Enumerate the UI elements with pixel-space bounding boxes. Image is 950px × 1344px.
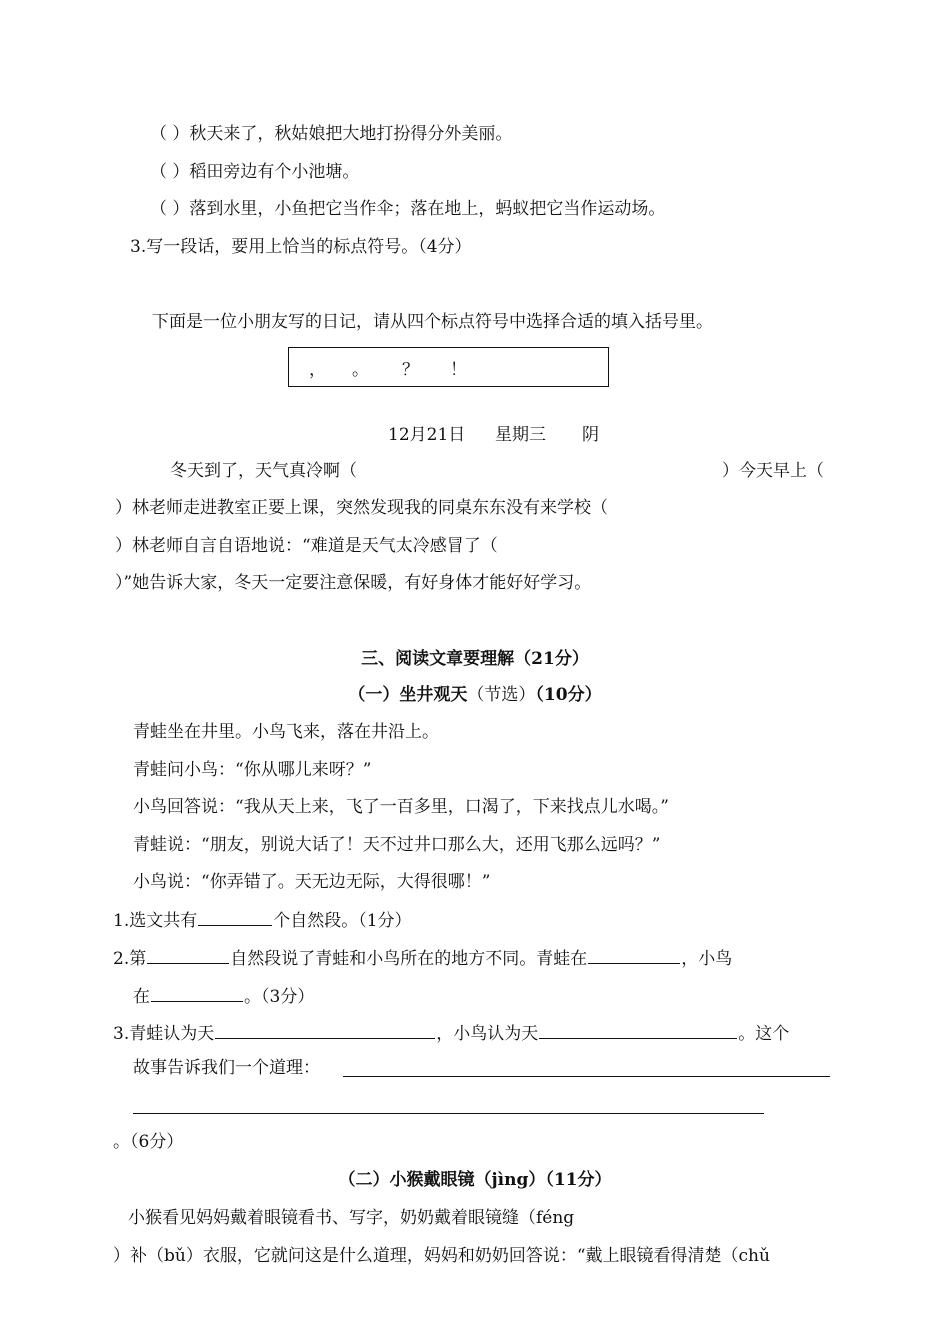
- reading-question-3-score: 。（6分）: [113, 1132, 184, 1152]
- passage-1-line-1: 青蛙坐在井里。小鸟飞来，落在井沿上。: [133, 722, 439, 742]
- question-mark: ？: [402, 360, 419, 380]
- q3-tail: 。这个: [738, 1024, 790, 1044]
- subsection-1-score: （10分）: [535, 685, 602, 705]
- q2-tail: ，小鸟: [681, 949, 733, 969]
- judge-text: 稻田旁边有个小池塘。: [189, 162, 360, 182]
- q2-score: 。（3分）: [244, 987, 315, 1007]
- answer-blank[interactable]: [588, 945, 680, 964]
- q1-prefix: 1.选文共有: [113, 911, 198, 931]
- q3-middle: ，小鸟认为天: [436, 1024, 539, 1044]
- answer-blank[interactable]: [147, 945, 229, 964]
- answer-blank[interactable]: [198, 907, 272, 926]
- diary-line-2: ）林老师走进教室正要上课，突然发现我的同桌东东没有来学校（: [115, 498, 608, 518]
- comma-mark: ，: [309, 360, 326, 380]
- punctuation-box: [288, 347, 609, 387]
- q1-suffix: 个自然段。（1分）: [273, 911, 412, 931]
- reading-question-3-cont: 故事告诉我们一个道理：: [133, 1058, 320, 1078]
- subsection-1-title: [0, 684, 950, 706]
- answer-line[interactable]: [133, 1113, 764, 1114]
- q2-middle: 自然段说了青蛙和小鸟所在的地方不同。青蛙在: [230, 949, 588, 969]
- answer-bracket[interactable]: （ ）: [150, 199, 190, 219]
- diary-line-4: ）”她告诉大家，冬天一定要注意保暖，有好身体才能好好学习。: [115, 573, 592, 593]
- answer-blank[interactable]: [215, 1020, 435, 1039]
- subsection-2-title: （二）小猴戴眼镜（jìng）（11分）: [338, 1170, 612, 1190]
- subsection-1-note: （节选）: [467, 685, 536, 705]
- passage-1-line-5: 小鸟说：“你弄错了。天无边无际，大得很哪！”: [133, 872, 491, 892]
- question-3-instruction: 下面是一位小朋友写的日记，请从四个标点符号中选择合适的填入括号里。: [152, 312, 713, 332]
- judge-text: 秋天来了，秋姑娘把大地打扮得分外美丽。: [189, 124, 513, 144]
- subsection-1-name: （一）坐井观天: [348, 685, 468, 705]
- question-3-title: 3.写一段话，要用上恰当的标点符号。（4分）: [130, 237, 472, 257]
- passage-1-line-4: 青蛙说：“朋友，别说大话了！天不过井口那么大，还用飞那么远吗？”: [133, 835, 661, 855]
- answer-line[interactable]: [343, 1076, 830, 1077]
- passage-1-line-2: 青蛙问小鸟：“你从哪儿来呀？”: [133, 760, 372, 780]
- judge-text: 落到水里，小鱼把它当作伞；落在地上，蚂蚁把它当作运动场。: [189, 199, 666, 219]
- diary-weekday: 星期三: [495, 425, 546, 445]
- judge-item-2: [150, 161, 359, 183]
- answer-bracket[interactable]: （ ）: [150, 162, 190, 182]
- judge-item-3: [150, 198, 665, 220]
- answer-blank[interactable]: [539, 1020, 737, 1039]
- passage-2-line-2: ）补（bǔ）衣服，它就问这是什么道理，妈妈和奶奶回答说：“戴上眼镜看得清楚（chǔ: [113, 1246, 770, 1266]
- period-mark: 。: [352, 360, 369, 380]
- passage-1-line-3: 小鸟回答说：“我从天上来，飞了一百多里，口渴了，下来找点儿水喝。”: [133, 797, 669, 817]
- q2-cont-prefix: 在: [133, 987, 150, 1007]
- q2-prefix: 2.第: [113, 949, 147, 969]
- passage-2-line-1: 小猴看见妈妈戴着眼镜看书、写字，奶奶戴着眼镜缝（féng: [128, 1208, 575, 1228]
- diary-line-3: ）林老师自言自语地说：“难道是天气太冷感冒了（: [115, 536, 498, 556]
- answer-blank[interactable]: [151, 983, 243, 1002]
- reading-question-2: [113, 945, 732, 970]
- reading-question-3: [113, 1020, 789, 1045]
- reading-question-1: [113, 907, 412, 932]
- diary-date: 12月21日: [388, 425, 466, 445]
- diary-line-1b: ）今天早上（: [722, 461, 824, 481]
- reading-question-2-cont: [133, 983, 314, 1008]
- answer-bracket[interactable]: （ ）: [150, 124, 190, 144]
- q3-prefix: 3.青蛙认为天: [113, 1024, 215, 1044]
- section-3-title: 三、阅读文章要理解（21分）: [361, 649, 589, 669]
- exclamation-mark: ！: [450, 360, 467, 380]
- diary-line-1a: 冬天到了，天气真冷啊（: [170, 461, 357, 481]
- diary-weather: 阴: [582, 425, 599, 445]
- judge-item-1: [150, 123, 512, 145]
